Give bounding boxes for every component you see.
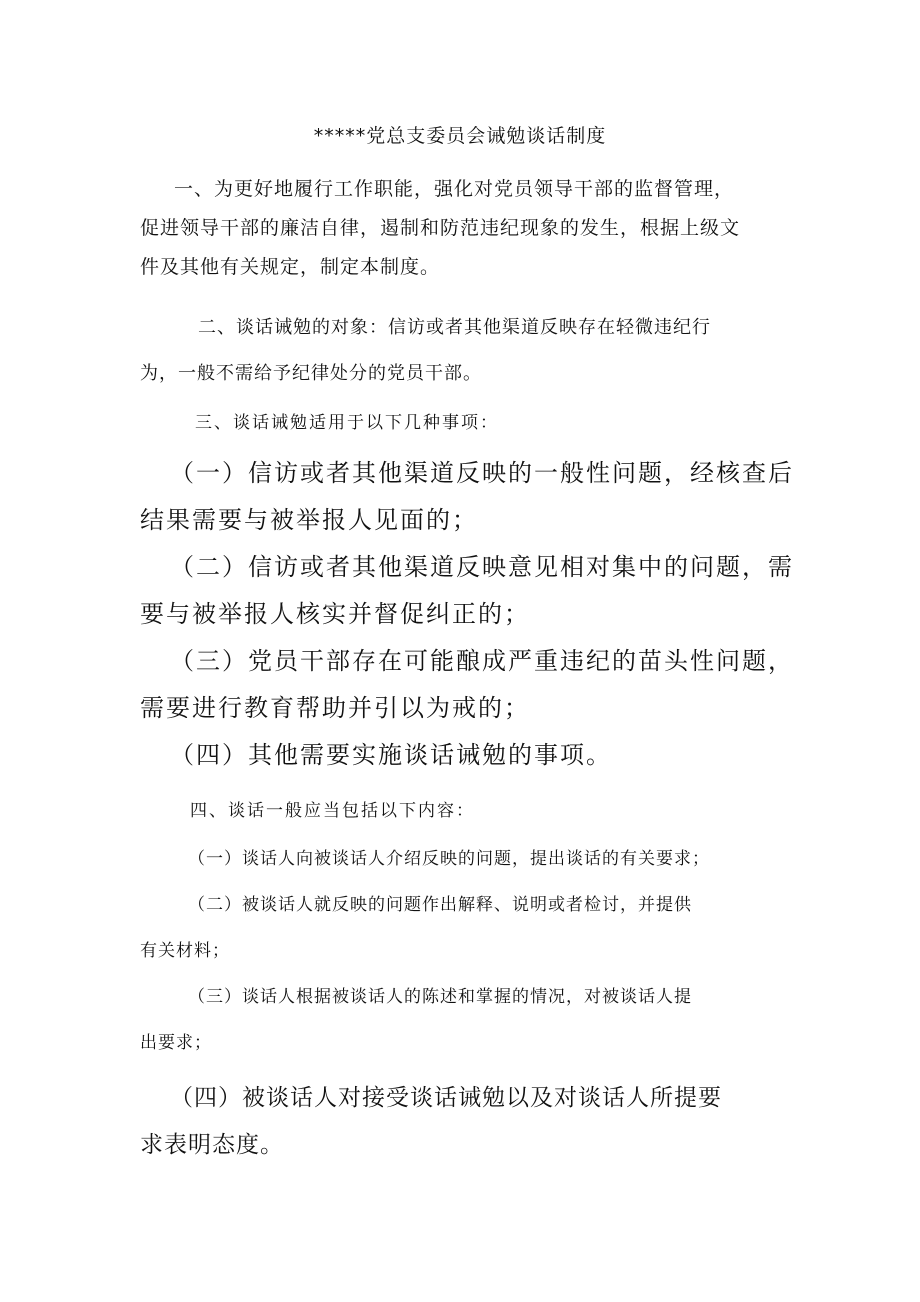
section-3-item-1-line-2: 结果需要与被举报人见面的； — [140, 506, 478, 534]
section-2-line-1: 二、谈话诫勉的对象：信访或者其他渠道反映存在轻微违纪行 — [198, 317, 711, 338]
section-4-item-2-line-2: 有关材料； — [140, 941, 230, 961]
section-3-item-3-line-1: （三）党员干部存在可能酿成严重违纪的苗头性问题， — [170, 647, 794, 675]
section-3-heading — [140, 400, 800, 446]
section-4-item-3-line-1: （三）谈话人根据被谈话人的陈述和掌握的情况，对被谈话人提 — [188, 987, 692, 1007]
section-4-item-4-line-1: （四）被谈话人对接受谈话诫勉以及对谈话人所提要 — [170, 1085, 722, 1111]
section-4-heading — [140, 788, 800, 834]
section-4-item-4 — [140, 1075, 800, 1169]
section-3-items — [140, 450, 800, 779]
section-4-item-4-line-2: 求表明态度。 — [140, 1132, 284, 1158]
section-3-item-2-line-2: 要与被举报人核实并督促纠正的； — [140, 600, 530, 628]
section-1-paragraph — [140, 170, 800, 287]
section-4-item-3-line-2: 出要求； — [140, 1033, 212, 1053]
section-1-line-1: 一、为更好地履行工作职能，强化对党员领导干部的监督管理， — [174, 178, 735, 200]
section-3-heading-text: 三、谈话诫勉适用于以下几种事项： — [195, 413, 499, 433]
section-3-item-3-line-2: 需要进行教育帮助并引以为戒的； — [140, 694, 530, 722]
section-3-item-4-line-1: （四）其他需要实施谈话诫勉的事项。 — [170, 741, 612, 769]
section-4-heading-text: 四、谈话一般应当包括以下内容： — [190, 801, 475, 821]
document-title: *****党总支委员会诫勉谈话制度 — [313, 125, 607, 147]
section-3-item-2-line-1: （二）信访或者其他渠道反映意见相对集中的问题，需 — [170, 553, 794, 581]
section-4-item-1-line-1: （一）谈话人向被谈话人介绍反映的问题，提出谈话的有关要求； — [188, 849, 710, 869]
section-4-item-2-line-1: （二）被谈话人就反映的问题作出解释、说明或者检讨，并提供 — [188, 895, 692, 915]
section-1-line-3: 件及其他有关规定，制定本制度。 — [140, 256, 441, 278]
section-1-line-2: 促进领导干部的廉洁自律，遏制和防范违纪现象的发生，根据上级文 — [140, 217, 741, 239]
section-4-items-small — [140, 836, 800, 1066]
section-2-line-2: 为，一般不需给予纪律处分的党员干部。 — [140, 363, 482, 384]
section-2-paragraph — [140, 305, 800, 397]
section-3-item-1-line-1: （一）信访或者其他渠道反映的一般性问题，经核查后 — [170, 459, 794, 487]
